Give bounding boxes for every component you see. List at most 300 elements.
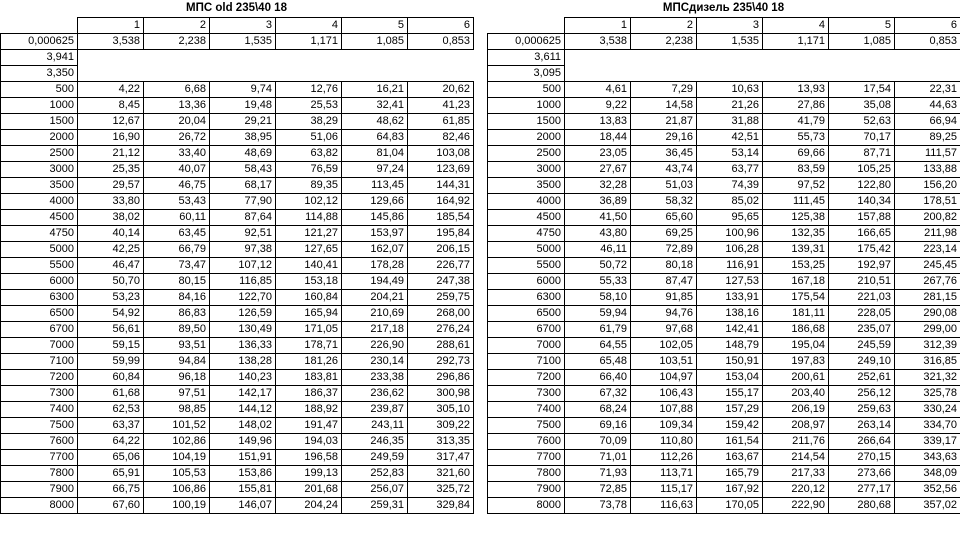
data-cell: 16,90 [78, 130, 144, 146]
row-label: 500 [1, 82, 78, 98]
data-cell: 214,54 [763, 450, 829, 466]
row-label: 4750 [488, 226, 565, 242]
table-row [488, 466, 960, 482]
data-cell: 233,38 [342, 370, 408, 386]
data-cell: 204,21 [342, 290, 408, 306]
data-cell: 155,17 [697, 386, 763, 402]
data-cell: 53,23 [78, 290, 144, 306]
table-row [1, 50, 474, 66]
data-cell: 80,18 [631, 258, 697, 274]
data-cell: 112,26 [631, 450, 697, 466]
data-cell: 181,11 [763, 306, 829, 322]
data-cell: 101,52 [144, 418, 210, 434]
data-cell: 140,41 [276, 258, 342, 274]
data-cell: 2,238 [144, 34, 210, 50]
data-cell: 52,63 [829, 114, 895, 130]
data-cell: 67,32 [565, 386, 631, 402]
data-cell: 321,60 [408, 466, 474, 482]
data-cell: 188,92 [276, 402, 342, 418]
data-cell [895, 66, 960, 82]
data-cell: 85,02 [697, 194, 763, 210]
data-cell: 29,16 [631, 130, 697, 146]
data-cell: 217,18 [342, 322, 408, 338]
table-row [488, 258, 960, 274]
data-cell: 97,52 [763, 178, 829, 194]
data-cell [144, 66, 210, 82]
data-cell: 110,80 [631, 434, 697, 450]
data-cell: 68,24 [565, 402, 631, 418]
table-row [488, 386, 960, 402]
data-cell: 357,02 [895, 498, 960, 514]
data-cell: 235,07 [829, 322, 895, 338]
data-cell: 102,12 [276, 194, 342, 210]
table-row [1, 34, 474, 50]
column-header: 2 [144, 18, 210, 34]
table-row [488, 130, 960, 146]
data-cell: 46,75 [144, 178, 210, 194]
data-cell: 36,89 [565, 194, 631, 210]
table-panel-left [0, 0, 473, 548]
data-cell [210, 50, 276, 66]
data-cell: 204,24 [276, 498, 342, 514]
data-cell: 51,03 [631, 178, 697, 194]
data-cell [210, 66, 276, 82]
data-cell: 329,84 [408, 498, 474, 514]
data-table-left [0, 17, 474, 514]
data-cell: 164,92 [408, 194, 474, 210]
data-cell: 66,94 [895, 114, 960, 130]
data-cell: 48,62 [342, 114, 408, 130]
data-cell: 165,79 [697, 466, 763, 482]
data-cell: 167,18 [763, 274, 829, 290]
data-cell: 65,48 [565, 354, 631, 370]
data-cell: 130,49 [210, 322, 276, 338]
table-row [1, 274, 474, 290]
data-cell: 175,54 [763, 290, 829, 306]
data-cell: 162,07 [342, 242, 408, 258]
table-row [1, 402, 474, 418]
row-label: 4500 [1, 210, 78, 226]
data-cell: 66,40 [565, 370, 631, 386]
data-cell: 142,17 [210, 386, 276, 402]
data-cell: 6,68 [144, 82, 210, 98]
data-cell: 16,21 [342, 82, 408, 98]
data-cell: 113,71 [631, 466, 697, 482]
data-cell: 104,19 [144, 450, 210, 466]
data-cell: 217,33 [763, 466, 829, 482]
table-row [488, 162, 960, 178]
data-cell: 32,28 [565, 178, 631, 194]
data-cell: 185,54 [408, 210, 474, 226]
data-cell: 69,66 [763, 146, 829, 162]
column-header: 5 [342, 18, 408, 34]
data-cell: 210,51 [829, 274, 895, 290]
data-cell: 1,085 [342, 34, 408, 50]
table-row [1, 418, 474, 434]
table-row [1, 434, 474, 450]
row-label: 3500 [488, 178, 565, 194]
data-cell: 1,535 [210, 34, 276, 50]
data-cell: 38,95 [210, 130, 276, 146]
data-cell: 126,59 [210, 306, 276, 322]
data-cell: 13,93 [763, 82, 829, 98]
table-row [1, 98, 474, 114]
data-cell: 343,63 [895, 450, 960, 466]
table-row [1, 258, 474, 274]
data-cell: 268,00 [408, 306, 474, 322]
data-cell: 53,43 [144, 194, 210, 210]
data-cell [697, 66, 763, 82]
data-cell: 20,04 [144, 114, 210, 130]
data-cell: 194,03 [276, 434, 342, 450]
row-label: 8000 [488, 498, 565, 514]
data-cell: 211,76 [763, 434, 829, 450]
table-row [1, 290, 474, 306]
data-cell: 191,47 [276, 418, 342, 434]
row-label: 3000 [488, 162, 565, 178]
data-cell: 167,92 [697, 482, 763, 498]
data-cell [408, 66, 474, 82]
data-cell: 65,91 [78, 466, 144, 482]
data-cell: 63,82 [276, 146, 342, 162]
row-label: 6300 [488, 290, 565, 306]
data-cell: 102,05 [631, 338, 697, 354]
data-cell: 325,78 [895, 386, 960, 402]
row-label: 0,000625 [1, 34, 78, 50]
data-cell: 263,14 [829, 418, 895, 434]
data-cell: 61,68 [78, 386, 144, 402]
table-row [488, 482, 960, 498]
table-row [488, 338, 960, 354]
table-row [1, 162, 474, 178]
data-cell: 186,68 [763, 322, 829, 338]
data-cell: 206,19 [763, 402, 829, 418]
data-cell: 129,66 [342, 194, 408, 210]
data-cell [276, 66, 342, 82]
row-label: 3000 [1, 162, 78, 178]
row-label: 7600 [1, 434, 78, 450]
data-cell: 114,88 [276, 210, 342, 226]
row-label: 4500 [488, 210, 565, 226]
column-header: 1 [78, 18, 144, 34]
data-cell [565, 50, 631, 66]
data-cell: 93,51 [144, 338, 210, 354]
data-cell: 59,15 [78, 338, 144, 354]
data-cell: 59,99 [78, 354, 144, 370]
data-cell [276, 50, 342, 66]
data-cell: 74,39 [697, 178, 763, 194]
data-cell: 221,03 [829, 290, 895, 306]
data-cell: 29,21 [210, 114, 276, 130]
row-label: 7800 [488, 466, 565, 482]
data-cell: 60,11 [144, 210, 210, 226]
data-cell: 33,80 [78, 194, 144, 210]
data-cell: 87,47 [631, 274, 697, 290]
data-cell: 195,04 [763, 338, 829, 354]
row-label: 0,000625 [488, 34, 565, 50]
data-cell: 94,84 [144, 354, 210, 370]
row-label: 1000 [1, 98, 78, 114]
row-label: 3,095 [488, 66, 565, 82]
data-cell: 21,26 [697, 98, 763, 114]
data-cell: 122,70 [210, 290, 276, 306]
row-label: 6500 [488, 306, 565, 322]
row-label: 7000 [1, 338, 78, 354]
table-row [1, 82, 474, 98]
data-cell: 348,09 [895, 466, 960, 482]
data-cell [763, 50, 829, 66]
column-header: 6 [408, 18, 474, 34]
data-cell: 156,20 [895, 178, 960, 194]
row-label: 2000 [488, 130, 565, 146]
data-cell: 97,24 [342, 162, 408, 178]
table-corner-cell [488, 18, 565, 34]
data-cell: 97,68 [631, 322, 697, 338]
data-cell: 106,43 [631, 386, 697, 402]
row-label: 3,611 [488, 50, 565, 66]
row-label: 5000 [1, 242, 78, 258]
data-cell: 100,19 [144, 498, 210, 514]
data-cell: 115,17 [631, 482, 697, 498]
data-cell: 236,62 [342, 386, 408, 402]
table-row [488, 434, 960, 450]
data-cell: 69,25 [631, 226, 697, 242]
data-cell: 18,44 [565, 130, 631, 146]
data-cell: 163,67 [697, 450, 763, 466]
data-cell: 94,76 [631, 306, 697, 322]
data-cell: 69,16 [565, 418, 631, 434]
data-cell: 65,60 [631, 210, 697, 226]
data-cell [697, 50, 763, 66]
data-cell: 178,51 [895, 194, 960, 210]
table-title-right: МПСдизель 235\40 18 [662, 2, 785, 14]
data-cell: 51,06 [276, 130, 342, 146]
row-label: 2500 [488, 146, 565, 162]
row-label: 6000 [1, 274, 78, 290]
data-cell: 305,10 [408, 402, 474, 418]
data-cell: 139,31 [763, 242, 829, 258]
data-cell: 125,38 [763, 210, 829, 226]
data-cell: 41,79 [763, 114, 829, 130]
row-label: 7300 [1, 386, 78, 402]
row-label: 4000 [488, 194, 565, 210]
data-cell: 46,11 [565, 242, 631, 258]
table-corner-cell [1, 18, 78, 34]
table-panel-right [487, 0, 960, 548]
data-cell: 309,22 [408, 418, 474, 434]
data-cell: 113,45 [342, 178, 408, 194]
data-cell: 245,59 [829, 338, 895, 354]
data-cell: 64,83 [342, 130, 408, 146]
row-label: 8000 [1, 498, 78, 514]
row-label: 7900 [1, 482, 78, 498]
data-cell: 281,15 [895, 290, 960, 306]
table-header-row [1, 18, 474, 34]
data-cell: 259,31 [342, 498, 408, 514]
data-cell: 62,53 [78, 402, 144, 418]
data-cell: 300,98 [408, 386, 474, 402]
table-title-left: МПС old 235\40 18 [186, 2, 287, 14]
column-header: 2 [631, 18, 697, 34]
row-label: 2000 [1, 130, 78, 146]
row-label: 6700 [1, 322, 78, 338]
data-cell: 196,58 [276, 450, 342, 466]
data-cell: 3,538 [78, 34, 144, 50]
data-cell: 296,86 [408, 370, 474, 386]
data-cell: 157,88 [829, 210, 895, 226]
data-cell: 58,43 [210, 162, 276, 178]
data-cell: 136,33 [210, 338, 276, 354]
row-label: 7200 [1, 370, 78, 386]
data-cell: 89,25 [895, 130, 960, 146]
data-cell: 13,83 [565, 114, 631, 130]
table-row [488, 98, 960, 114]
table-row [1, 130, 474, 146]
table-row [488, 226, 960, 242]
table-row [488, 34, 960, 50]
table-row [1, 306, 474, 322]
data-cell: 146,07 [210, 498, 276, 514]
data-cell: 165,94 [276, 306, 342, 322]
table-row [488, 210, 960, 226]
data-cell: 199,13 [276, 466, 342, 482]
data-cell: 192,97 [829, 258, 895, 274]
column-header: 6 [895, 18, 960, 34]
data-cell: 246,35 [342, 434, 408, 450]
data-cell: 81,04 [342, 146, 408, 162]
data-cell: 122,80 [829, 178, 895, 194]
data-cell: 21,12 [78, 146, 144, 162]
table-row [1, 370, 474, 386]
row-label: 7000 [488, 338, 565, 354]
data-cell: 1,535 [697, 34, 763, 50]
data-cell: 111,57 [895, 146, 960, 162]
data-cell: 38,29 [276, 114, 342, 130]
data-cell: 220,12 [763, 482, 829, 498]
data-cell: 64,55 [565, 338, 631, 354]
data-cell [565, 66, 631, 82]
table-row [488, 274, 960, 290]
data-cell [829, 66, 895, 82]
row-label: 1000 [488, 98, 565, 114]
data-cell: 8,45 [78, 98, 144, 114]
data-cell: 352,56 [895, 482, 960, 498]
data-cell: 97,38 [210, 242, 276, 258]
data-cell: 27,86 [763, 98, 829, 114]
data-cell: 76,59 [276, 162, 342, 178]
data-cell: 86,83 [144, 306, 210, 322]
data-cell: 71,01 [565, 450, 631, 466]
data-cell: 96,18 [144, 370, 210, 386]
data-cell: 58,10 [565, 290, 631, 306]
data-cell: 56,61 [78, 322, 144, 338]
table-row [488, 50, 960, 66]
data-cell: 195,84 [408, 226, 474, 242]
data-cell: 245,45 [895, 258, 960, 274]
data-cell: 27,67 [565, 162, 631, 178]
row-label: 7700 [488, 450, 565, 466]
data-cell: 252,61 [829, 370, 895, 386]
table-row [488, 114, 960, 130]
data-cell: 144,12 [210, 402, 276, 418]
data-cell: 35,08 [829, 98, 895, 114]
data-cell: 160,84 [276, 290, 342, 306]
data-cell: 80,15 [144, 274, 210, 290]
data-cell: 83,59 [763, 162, 829, 178]
row-label: 6700 [488, 322, 565, 338]
data-cell: 239,87 [342, 402, 408, 418]
data-cell: 4,22 [78, 82, 144, 98]
row-label: 7400 [488, 402, 565, 418]
data-cell: 67,60 [78, 498, 144, 514]
data-cell: 103,51 [631, 354, 697, 370]
data-cell: 95,65 [697, 210, 763, 226]
data-cell: 105,53 [144, 466, 210, 482]
data-cell: 22,31 [895, 82, 960, 98]
data-cell: 0,853 [408, 34, 474, 50]
data-cell: 14,58 [631, 98, 697, 114]
data-cell: 23,05 [565, 146, 631, 162]
data-cell: 36,45 [631, 146, 697, 162]
data-cell: 1,171 [276, 34, 342, 50]
data-cell: 46,47 [78, 258, 144, 274]
data-cell [763, 66, 829, 82]
data-cell: 142,41 [697, 322, 763, 338]
row-label: 7800 [1, 466, 78, 482]
row-label: 4750 [1, 226, 78, 242]
data-cell: 183,81 [276, 370, 342, 386]
table-row [1, 450, 474, 466]
data-cell: 54,92 [78, 306, 144, 322]
table-row [488, 402, 960, 418]
data-cell: 155,81 [210, 482, 276, 498]
data-cell: 317,47 [408, 450, 474, 466]
data-cell: 132,35 [763, 226, 829, 242]
table-row [1, 194, 474, 210]
data-cell: 247,38 [408, 274, 474, 290]
row-label: 5500 [488, 258, 565, 274]
data-cell: 138,16 [697, 306, 763, 322]
table-row [488, 306, 960, 322]
table-row [1, 226, 474, 242]
data-cell: 109,34 [631, 418, 697, 434]
data-cell: 70,09 [565, 434, 631, 450]
data-cell: 20,62 [408, 82, 474, 98]
table-row [488, 322, 960, 338]
column-header: 1 [565, 18, 631, 34]
data-cell: 151,91 [210, 450, 276, 466]
data-cell: 159,42 [697, 418, 763, 434]
data-cell: 288,61 [408, 338, 474, 354]
data-cell: 12,76 [276, 82, 342, 98]
data-cell: 89,50 [144, 322, 210, 338]
data-cell: 72,85 [565, 482, 631, 498]
data-cell: 313,35 [408, 434, 474, 450]
table-row [488, 194, 960, 210]
data-cell: 102,86 [144, 434, 210, 450]
data-cell: 2,238 [631, 34, 697, 50]
data-cell [895, 50, 960, 66]
data-cell: 59,94 [565, 306, 631, 322]
row-label: 7300 [488, 386, 565, 402]
data-cell: 153,97 [342, 226, 408, 242]
row-label: 7700 [1, 450, 78, 466]
data-cell: 84,16 [144, 290, 210, 306]
data-cell: 1,085 [829, 34, 895, 50]
data-cell: 252,83 [342, 466, 408, 482]
data-cell: 201,68 [276, 482, 342, 498]
data-cell: 148,79 [697, 338, 763, 354]
